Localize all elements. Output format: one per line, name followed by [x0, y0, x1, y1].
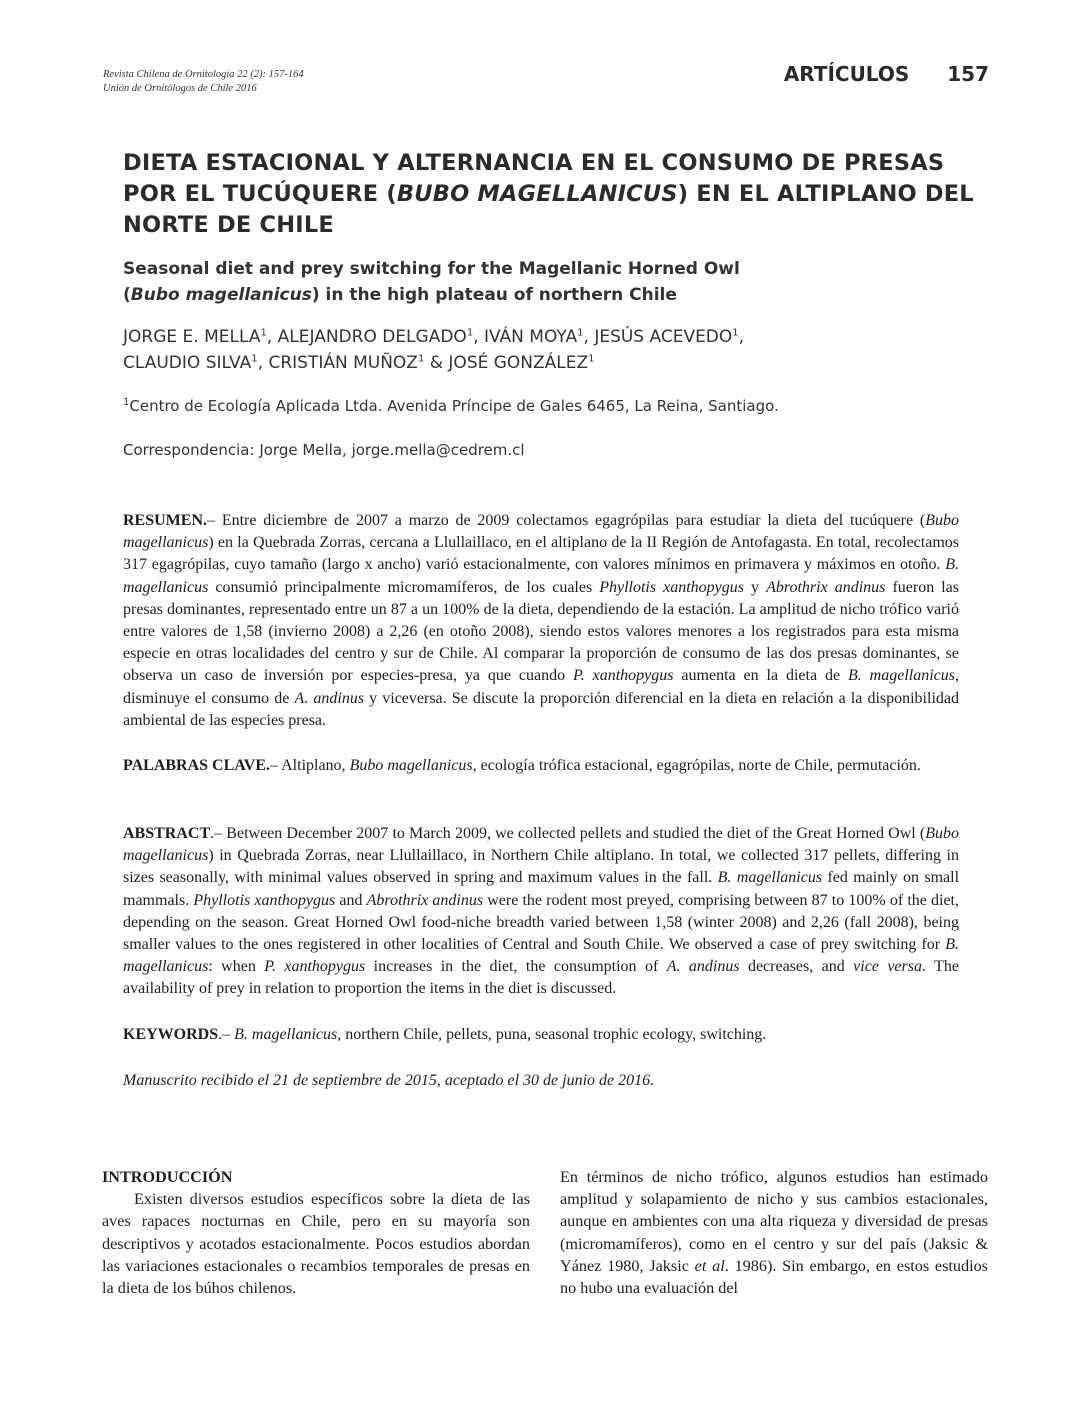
affiliation — [123, 394, 779, 418]
affiliation-marker: 1 — [251, 353, 258, 365]
affiliation-marker: 1 — [260, 327, 267, 339]
text: , ecología trófica estacional, egagrópilas, norte de Chile, permutación. — [472, 757, 921, 774]
separator: , — [257, 353, 269, 373]
page-number: 157 — [947, 62, 989, 86]
article-title — [123, 148, 983, 241]
text: y viceversa. Se discute la proporción diferencial en la dieta en relación a la disponibilidad ambiental de las especies presa. — [123, 689, 959, 729]
text: decreases, and — [739, 958, 854, 976]
species-name: BUBO MAGELLANICUS — [396, 181, 678, 207]
journal-citation — [103, 68, 304, 96]
species-name: Bubo magellanicus — [349, 757, 473, 774]
text: ) in Quebrada Zorras, near Llullaillaco, in Northern Chile altiplano. In total, we collected 317 pellets, differing in sizes seasonally, with minimal values observed in spring and maximum values in the fall. — [123, 847, 959, 887]
text: fed mainly on small mammals. — [123, 869, 960, 909]
text: ) en la Quebrada Zorras, cercana a Llullaillaco, en el altiplano de la II Región de Antofagasta. En total, recolectamos 317 egagrópilas, cuyo tamaño (largo x ancho) varió estacionalmente, con valores mínimos en primavera y máximos en otoño. — [123, 534, 959, 574]
authors-line-2 — [123, 350, 983, 376]
affiliation-marker: 1 — [466, 327, 474, 339]
text: and — [335, 891, 367, 909]
body-column-left — [102, 1166, 530, 1299]
species-name: B. magellanicus — [717, 869, 823, 887]
text: – Altiplano, — [270, 757, 350, 774]
species-name: Bubo magellanicus — [130, 285, 312, 305]
affiliation-marker: 1 — [123, 397, 130, 408]
text: : when — [208, 958, 265, 976]
separator: , — [266, 327, 278, 347]
separator: , — [583, 327, 595, 347]
text: , northern Chile, pellets, puna, seasonal trophic ecology, switching. — [337, 1026, 767, 1043]
subtitle-text: ( — [123, 285, 131, 305]
title-line-3: NORTE DE CHILE — [123, 212, 334, 238]
species-name: Bubo magellanicus — [123, 512, 959, 552]
author: CRISTIÁN MUÑOZ — [268, 353, 418, 373]
species-name: P. xanthopygus — [264, 958, 366, 976]
affiliation-marker: 1 — [588, 353, 595, 365]
separator: , — [738, 327, 745, 347]
species-name: B. magellanicus — [123, 936, 959, 976]
author: IVÁN MOYA — [484, 327, 578, 347]
body-paragraph — [560, 1166, 988, 1299]
section-heading: INTRODUCCIÓN — [102, 1168, 233, 1186]
text: consumió principalmente micromamíferos, de los cuales — [208, 578, 600, 596]
affiliation-marker: 1 — [732, 327, 739, 339]
title-line-1: DIETA ESTACIONAL Y ALTERNANCIA EN EL CONSUMO DE PRESAS — [123, 150, 945, 176]
body-column-right — [560, 1166, 988, 1299]
received-note: Manuscrito recibido el 21 de septiembre de 2015, aceptado el 30 de junio de 2016. — [123, 1072, 655, 1089]
text: – Entre diciembre de 2007 a marzo de 2009 colectamos egagrópilas para estudiar la dieta del tucúquere ( — [207, 512, 926, 529]
species-name: Abrothrix andinus — [766, 578, 886, 596]
journal-line-1: Revista Chilena de Ornitología 22 (2): 157-164 — [103, 69, 304, 80]
palabras-clave-paragraph — [123, 755, 959, 777]
species-name: A. andinus — [666, 958, 740, 976]
text: aumenta en la dieta de — [673, 667, 848, 685]
author: JORGE E. MELLA — [123, 327, 261, 347]
affiliation-marker: 1 — [417, 353, 425, 365]
text: , disminuye el consumo de — [123, 667, 959, 707]
italic-phrase: et al — [694, 1256, 725, 1275]
text: .– Between December 2007 to March 2009, we collected pellets and studied the diet of the Great Horned Owl ( — [210, 825, 926, 842]
keywords-label: KEYWORDS — [123, 1026, 219, 1043]
body-paragraph: Existen diversos estudios específicos sobre la dieta de las aves rapaces nocturnas en Chile, pero en su mayoría son descriptivos y acotados estacionalmente. Pocos estudios abordan las variaciones estacionales o recambios temporales de presas en la dieta de los búhos chilenos. — [102, 1190, 530, 1298]
affiliation-marker: 1 — [577, 327, 584, 339]
abstract-paragraph — [123, 823, 959, 1001]
text: fueron las presas dominantes, representado entre un 87 a un 100% de la dieta, dependiendo de la estación. La amplitud de nicho trófico varió entre valores de 1,58 (invierno 2008) a 2,26 (en otoño 2008), siendo estos valores menores a los registrados para esta misma especie en otras localidades del centro y sur de Chile. Al comparar la proporción de consumo de las dos presas dominantes, se observa un caso de inversión por especies-presa, ya que cuando — [123, 578, 959, 685]
species-name: B. magellanicus — [848, 667, 955, 685]
text: . 1986). Sin embargo, en estos estudios no hubo una evaluación del — [560, 1256, 988, 1298]
separator: , — [473, 327, 484, 347]
text: y — [744, 578, 767, 596]
title-line-2 — [123, 179, 983, 210]
journal-line-2: Unión de Ornitólogos de Chile 2016 — [103, 83, 257, 94]
text: were the rodent most preyed, comprising between 87 to 100% of the diet, depending on the season. Great Horned Owl food-niche breadth varied between 1,58 (winter 2008) and 2,26 (fall 2008), being smaller values to the ones registered in other localities of Central and South Chile. We observed a case of prey switching for — [123, 891, 960, 954]
author: JOSÉ GONZÁLEZ — [448, 353, 589, 373]
subtitle-text: ) in the high plateau of northern Chile — [311, 285, 677, 305]
author: ALEJANDRO DELGADO — [277, 327, 467, 347]
correspondence: Correspondencia: Jorge Mella, jorge.mella@cedrem.cl — [123, 441, 525, 459]
text: .– — [218, 1026, 235, 1043]
species-name: Bubo magellanicus — [123, 825, 959, 865]
species-name: Abrothrix andinus — [366, 891, 484, 909]
species-name: P. xanthopygus — [573, 667, 674, 685]
section-label: ARTÍCULOS — [783, 62, 910, 86]
palabras-label: PALABRAS CLAVE. — [123, 757, 270, 774]
authors-line-1 — [123, 324, 983, 350]
abstract-label: ABSTRACT — [123, 825, 211, 842]
subtitle-line-2 — [123, 282, 983, 308]
text: increases in the diet, the consumption of — [365, 958, 667, 976]
running-head — [784, 62, 989, 86]
species-name: Phyllotis xanthopygus — [599, 578, 745, 596]
author: CLAUDIO SILVA — [123, 353, 252, 373]
separator: & — [424, 353, 449, 373]
text: . The availability of prey in relation to proportion the items in the diet is discussed. — [123, 958, 959, 998]
title-text: POR EL TUCÚQUERE ( — [123, 181, 397, 207]
text: En términos de nicho trófico, algunos estudios han estimado amplitud y solapamiento de nicho y sus cambios estacionales, aunque en ambientes con una alta riqueza y diversidad de presas (micromamíferos), como en el centro y sur del país (Jaksic & Yánez 1980, Jaksic — [560, 1168, 988, 1275]
italic-phrase: vice versa — [853, 958, 922, 976]
resumen-paragraph — [123, 510, 959, 732]
species-name: B. magellanicus — [234, 1026, 338, 1043]
species-name: B. magellanicus — [123, 556, 959, 596]
author-list — [123, 324, 983, 376]
resumen-label: RESUMEN. — [123, 512, 208, 529]
english-title — [123, 256, 983, 308]
species-name: Phyllotis xanthopygus — [193, 891, 336, 909]
keywords-paragraph — [123, 1024, 959, 1046]
author: JESÚS ACEVEDO — [594, 327, 733, 347]
species-name: A. andinus — [294, 689, 365, 707]
title-text: ) EN EL ALTIPLANO DEL — [677, 181, 974, 207]
affiliation-text: Centro de Ecología Aplicada Ltda. Avenida Príncipe de Gales 6465, La Reina, Santiago. — [129, 397, 779, 415]
subtitle-line-1: Seasonal diet and prey switching for the Magellanic Horned Owl — [123, 259, 740, 279]
